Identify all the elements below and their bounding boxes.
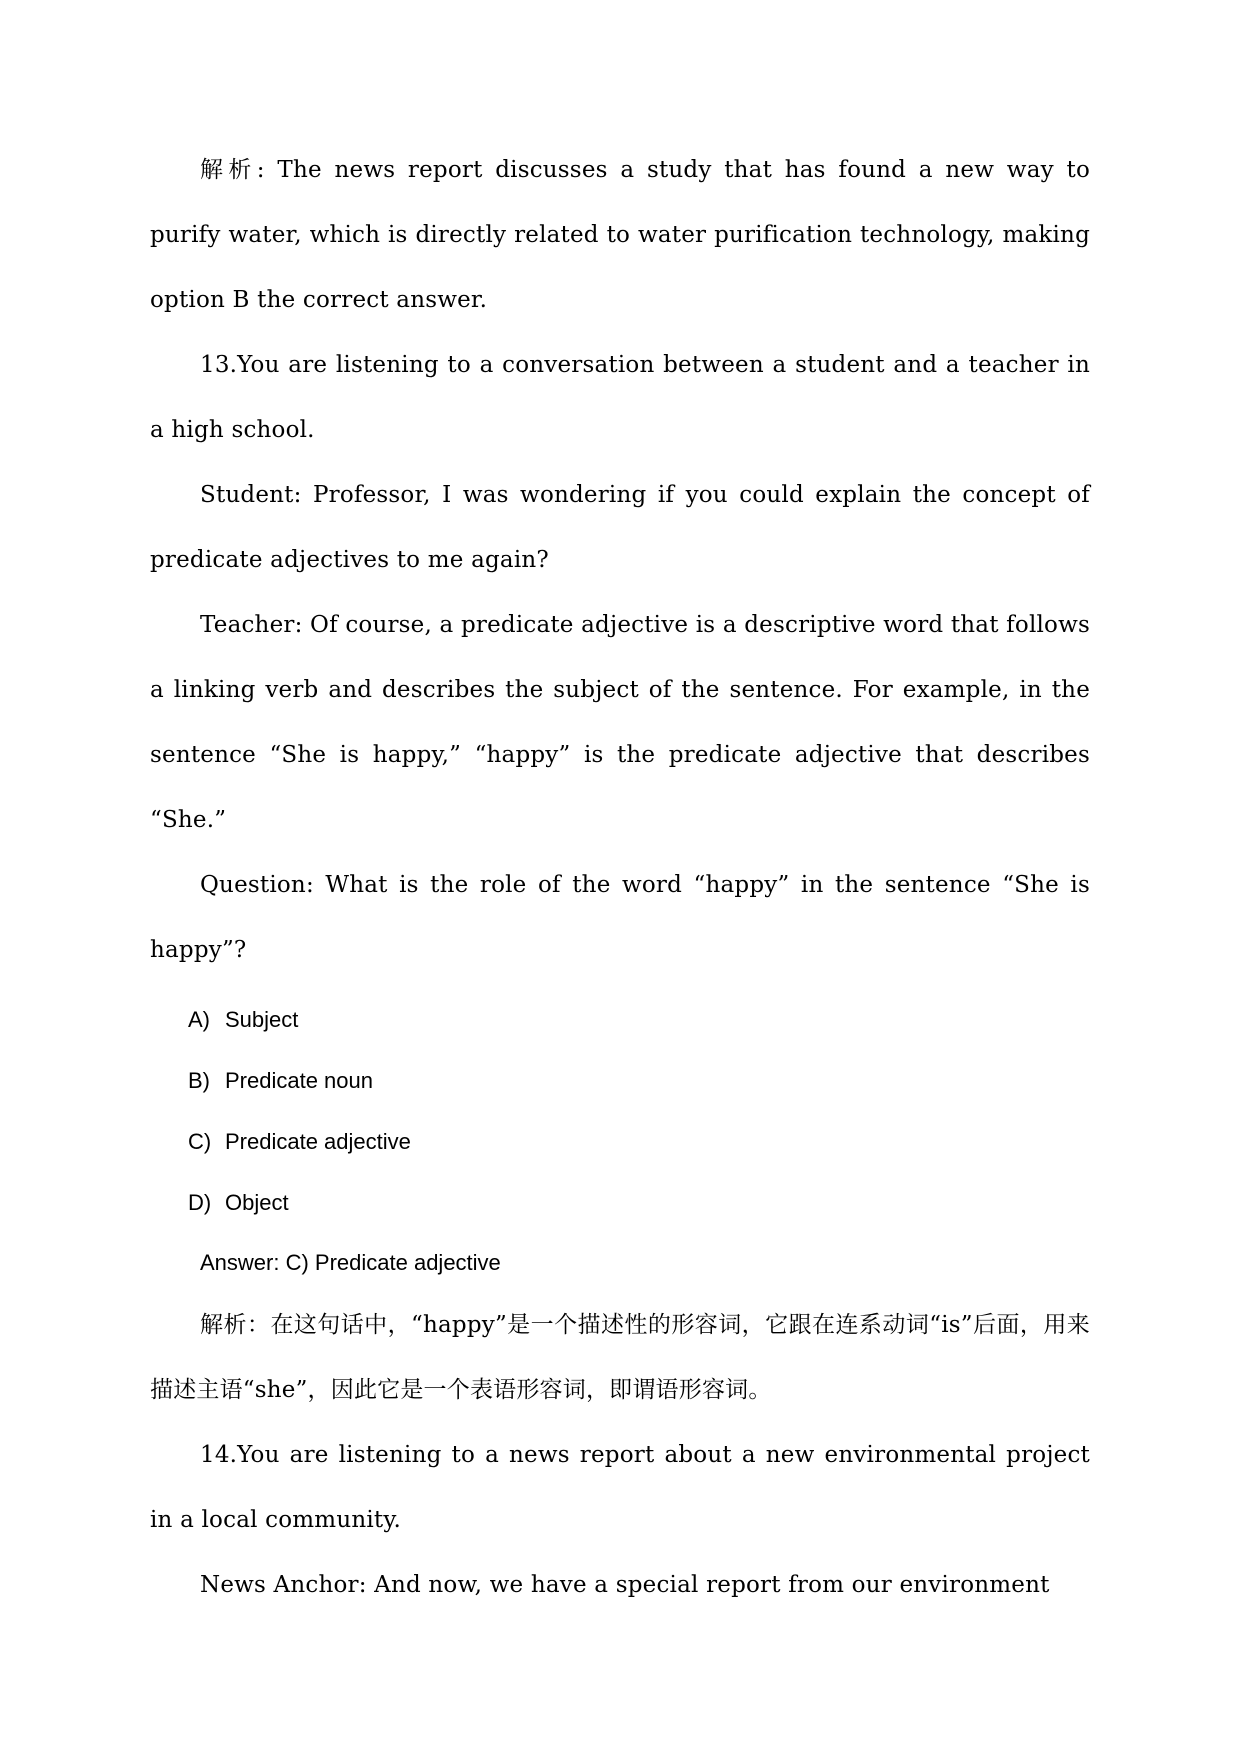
option-letter: D) [188,1190,212,1215]
question-13-intro: 13.You are listening to a conversation between a student and a teacher in a high school. [150,352,1090,443]
student-line: Student: Professor, I was wondering if you could explain the concept of predicate adjectives to me again? [150,482,1090,573]
option-letter: B) [188,1068,210,1093]
option-text: Predicate adjective [225,1129,411,1154]
option-text: Predicate noun [225,1068,373,1093]
document-body [150,138,1090,1618]
option-text: Subject [225,1007,299,1032]
option-letter: A) [188,1007,210,1032]
option-text: Object [225,1190,289,1215]
option-a [150,989,1090,1050]
question-14-intro: 14.You are listening to a news report about a new environmental project in a local community. [150,1442,1090,1533]
option-d [150,1172,1090,1233]
news-anchor-line: News Anchor: And now, we have a special report from our environment [200,1572,1050,1598]
analysis-paragraph-13: 解析：在这句话中，“happy”是一个描述性的形容词，它跟在连系动词“is”后面，用来描述主语“she”，因此它是一个表语形容词，即谓语形容词。 [150,1312,1090,1403]
option-c [150,1111,1090,1172]
answer-options [150,989,1090,1233]
teacher-line: Teacher: Of course, a predicate adjective is a descriptive word that follows a linking verb and describes the subject of the sentence. For example, in the sentence “She is happy,” “happy” is the predicate adjective that describes “She.” [150,612,1090,833]
analysis-paragraph-12: 解析: The news report discusses a study that has found a new way to purify water, which is directly related to water purification technology, making option B the correct answer. [150,157,1090,313]
option-b [150,1050,1090,1111]
option-letter: C) [188,1129,212,1154]
answer-line: Answer: C) Predicate adjective [200,1250,501,1275]
question-13-text: Question: What is the role of the word “happy” in the sentence “She is happy”? [150,872,1090,963]
